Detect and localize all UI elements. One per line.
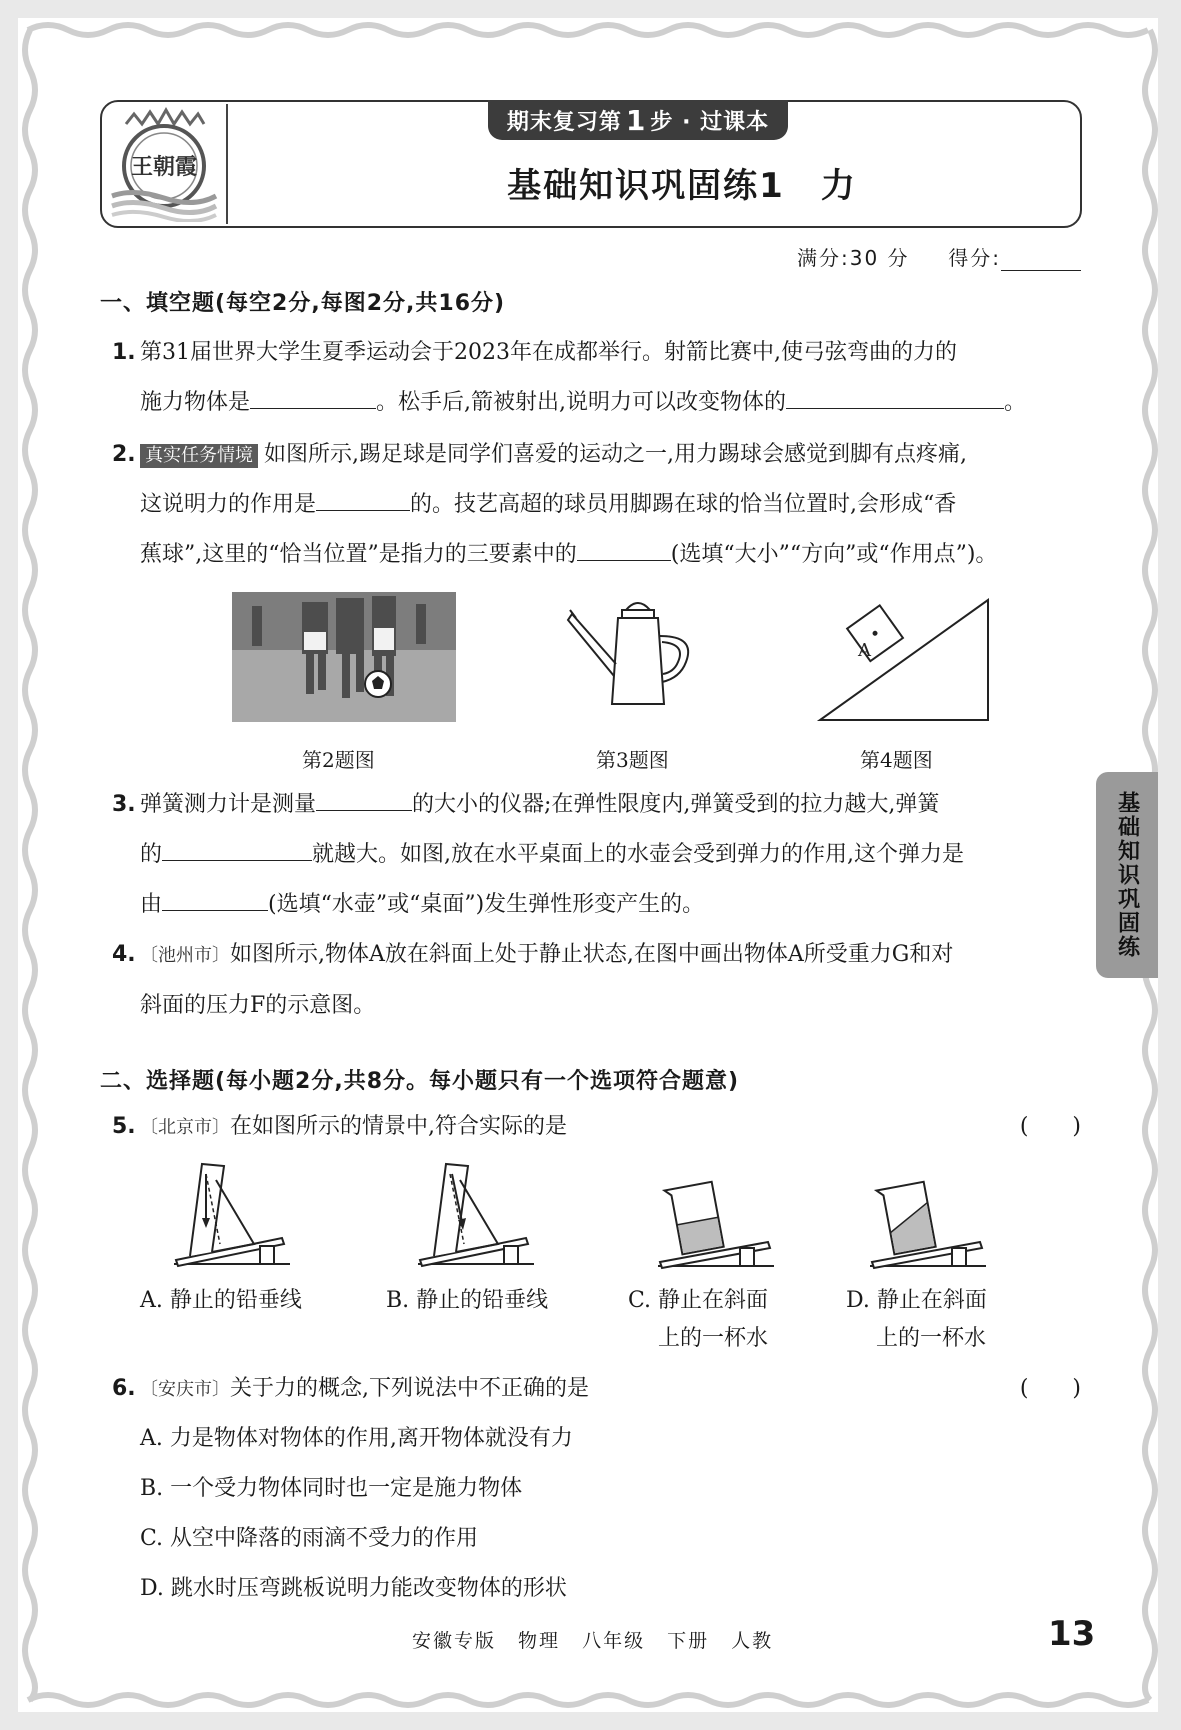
soccer-photo: [232, 592, 456, 722]
side-section-tab: 基础知识巩固练: [1096, 772, 1158, 978]
footer-edition: 安徽专版 物理 八年级 下册 人教: [412, 1630, 774, 1652]
q3-number: 3.: [112, 792, 136, 817]
score-line: [797, 242, 1081, 271]
q3-blank-3[interactable]: [162, 885, 268, 911]
score-blank[interactable]: [1001, 251, 1081, 271]
question-1: [112, 328, 1082, 428]
page-title: 基础知识巩固练1 力: [507, 166, 857, 206]
full-score: 满分:30 分: [796, 246, 910, 270]
q2-line3a: 蕉球”,这里的“恰当位置”是指力的三要素中的: [140, 542, 577, 567]
tab-suffix: 步 · 过课本: [650, 109, 770, 135]
question-4: [112, 930, 1082, 1031]
q2-line2b: 的。技艺高超的球员用脚踢在球的恰当位置时,会形成“香: [410, 492, 957, 517]
option-c-figure: [656, 1176, 776, 1272]
q5-option-c-line2: 上的一杯水: [658, 1326, 769, 1351]
got-score-label: 得分:: [948, 246, 1001, 270]
seal-logo-icon: [104, 104, 224, 222]
block-a-label: A: [858, 640, 871, 661]
q1-number: 1.: [112, 340, 136, 365]
q1-line2c: 。: [1004, 390, 1027, 415]
q2-blank-1[interactable]: [316, 485, 410, 511]
q2-line2a: 这说明力的作用是: [140, 492, 317, 517]
section-2-title: 二、选择题(每小题2分,共8分。每小题只有一个选项符合题意): [100, 1069, 740, 1094]
q3-blank-2[interactable]: [162, 835, 312, 861]
kettle-figure: [566, 592, 706, 718]
q5-option-c[interactable]: [628, 1282, 768, 1358]
tab-prefix: 期末复习第: [506, 109, 622, 135]
page-number: 13: [1048, 1614, 1096, 1654]
q3-blank-1[interactable]: [316, 785, 412, 811]
q1-line2b: 。松手后,箭被射出,说明力可以改变物体的: [376, 390, 787, 415]
q5-answer-paren[interactable]: ( ): [1019, 1114, 1081, 1139]
q5-option-a[interactable]: A. 静止的铅垂线: [140, 1288, 302, 1313]
q6-answer-paren[interactable]: ( ): [1019, 1376, 1081, 1401]
option-a-figure: [172, 1160, 292, 1270]
q6-option-d[interactable]: D. 跳水时压弯跳板说明力能改变物体的形状: [140, 1576, 567, 1601]
q5-region: 〔北京市〕: [140, 1117, 230, 1138]
logo: [104, 104, 228, 224]
q4-region: 〔池州市〕: [140, 945, 230, 966]
q1-line2a: 施力物体是: [140, 390, 251, 415]
figure-3-caption: 第3题图: [596, 748, 669, 772]
q6-text: 关于力的概念,下列说法中不正确的是: [230, 1376, 589, 1401]
option-b-figure: [416, 1160, 536, 1270]
figure-2-caption: 第2题图: [302, 748, 375, 772]
q6-number: 6.: [112, 1376, 136, 1401]
question-3: [112, 780, 1082, 930]
q6-option-b[interactable]: B. 一个受力物体同时也一定是施力物体: [140, 1476, 523, 1501]
q2-line1: 如图所示,踢足球是同学们喜爱的运动之一,用力踢球会感觉到脚有点疼痛,: [264, 442, 967, 467]
q5-number: 5.: [112, 1114, 136, 1139]
q6-option-a[interactable]: A. 力是物体对物体的作用,离开物体就没有力: [140, 1426, 573, 1451]
q2-number: 2.: [112, 442, 136, 467]
q5-option-c-line1: C. 静止在斜面: [628, 1288, 769, 1313]
q6-region: 〔安庆市〕: [140, 1379, 230, 1400]
q3-line2a: 的: [140, 842, 163, 867]
question-5: [112, 1102, 1082, 1153]
q3-line1b: 的大小的仪器;在弹性限度内,弹簧受到的拉力越大,弹簧: [412, 792, 940, 817]
q1-blank-2[interactable]: [786, 383, 1004, 409]
q2-line3b: (选填“大小”“方向”或“作用点”)。: [670, 542, 998, 567]
q5-option-d-line2: 上的一杯水: [876, 1326, 987, 1351]
figure-4-caption: 第4题图: [860, 748, 933, 772]
review-step-tab: [488, 100, 788, 140]
q4-number: 4.: [112, 942, 136, 967]
q5-text: 在如图所示的情景中,符合实际的是: [230, 1114, 567, 1139]
q4-line2: 斜面的压力F的示意图。: [140, 993, 376, 1018]
header-box: [100, 100, 1082, 228]
q3-line3a: 由: [140, 892, 163, 917]
q1-blank-1[interactable]: [250, 383, 376, 409]
task-context-badge: 真实任务情境: [140, 444, 258, 468]
q5-option-d-line1: D. 静止在斜面: [846, 1288, 987, 1313]
q3-line2b: 就越大。如图,放在水平桌面上的水壶会受到弹力的作用,这个弹力是: [312, 842, 965, 867]
q5-option-b[interactable]: B. 静止的铅垂线: [386, 1288, 549, 1313]
q4-line1: 如图所示,物体A放在斜面上处于静止状态,在图中画出物体A所受重力G和对: [230, 942, 954, 967]
q3-line3b: (选填“水壶”或“桌面”)发生弹性形变产生的。: [268, 892, 705, 917]
q2-blank-2[interactable]: [577, 535, 671, 561]
option-d-figure: [868, 1176, 988, 1272]
q3-line1a: 弹簧测力计是测量: [140, 792, 317, 817]
section-1-title: 一、填空题(每空2分,每图2分,共16分): [100, 291, 506, 316]
q6-option-c[interactable]: C. 从空中降落的雨滴不受力的作用: [140, 1526, 479, 1551]
incline-block-figure: [816, 594, 990, 724]
q1-line1: 第31届世界大学生夏季运动会于2023年在成都举行。射箭比赛中,使弓弦弯曲的力的: [140, 340, 957, 365]
question-6: [112, 1364, 1082, 1415]
q5-option-d[interactable]: [846, 1282, 987, 1358]
svg-text:王朝霞: 王朝霞: [130, 154, 198, 180]
tab-step-number: 1: [625, 103, 647, 137]
question-2: [112, 430, 1082, 580]
